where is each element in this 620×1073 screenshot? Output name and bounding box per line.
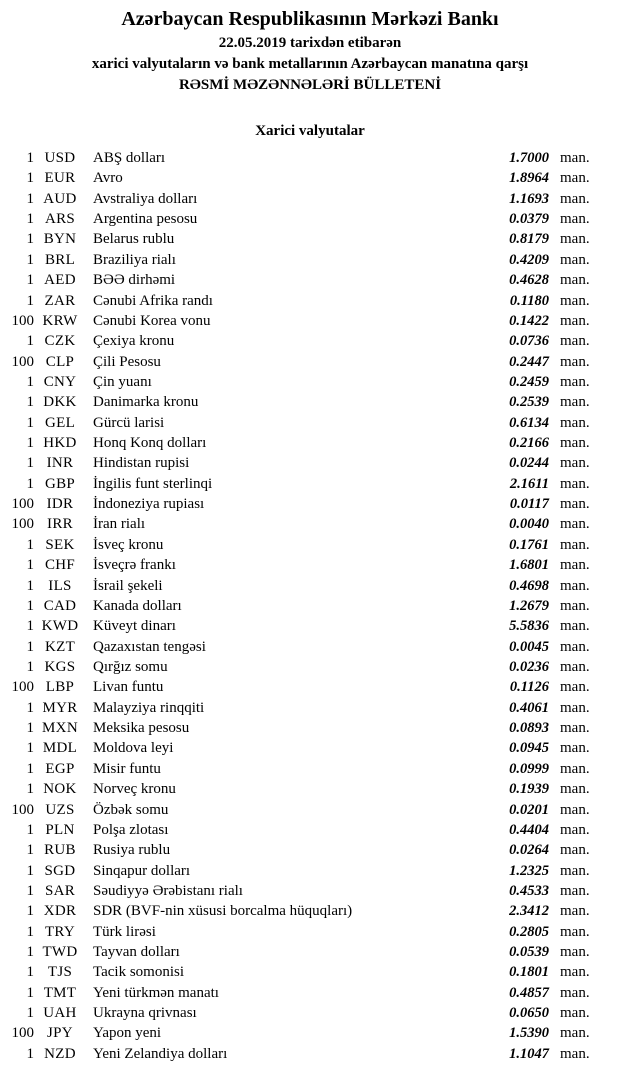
- currency-name: Çili Pesosu: [93, 353, 161, 370]
- quantity-cell: 1: [26, 292, 34, 309]
- bank-title: Azərbaycan Respublikasının Mərkəzi Bankı: [121, 8, 499, 30]
- currency-name: İran rialı: [93, 516, 146, 533]
- rate-value: 1.2325: [509, 862, 549, 879]
- currency-name: Tacik somonisi: [93, 964, 185, 981]
- rate-value: 0.4061: [509, 699, 549, 716]
- rate-value: 0.0045: [509, 638, 549, 655]
- currency-code: CAD: [43, 597, 77, 614]
- currency-name: Rusiya rublu: [93, 842, 171, 859]
- currency-code: KRW: [42, 312, 78, 329]
- table-row: [0, 596, 592, 616]
- currency-code: UAH: [43, 1005, 77, 1022]
- quantity-cell: 1: [26, 150, 34, 166]
- unit-label: man.: [560, 801, 590, 818]
- currency-name: Kanada dolları: [93, 597, 182, 614]
- table-row: [0, 576, 592, 596]
- quantity-cell: 1: [26, 862, 34, 879]
- effective-date-line: 22.05.2019 tarixdən etibarən: [218, 35, 402, 51]
- currency-name: İngilis funt sterlinqi: [93, 475, 213, 492]
- quantity-cell: 1: [26, 231, 34, 248]
- currency-name: Qırğız somu: [93, 658, 168, 675]
- table-row: [0, 392, 592, 412]
- unit-label: man.: [560, 1005, 590, 1022]
- quantity-cell: 1: [26, 272, 34, 289]
- currency-code: EUR: [44, 170, 76, 187]
- currency-name: Honq Konq dolları: [93, 435, 207, 452]
- rate-value: 2.3412: [509, 903, 549, 920]
- quantity-cell: 1: [26, 333, 34, 350]
- rate-value: 0.0893: [509, 720, 549, 737]
- quantity-cell: 1: [26, 984, 34, 1001]
- unit-label: man.: [560, 150, 590, 166]
- rate-value: 0.2166: [509, 435, 549, 452]
- currency-name: Özbək somu: [93, 801, 169, 818]
- quantity-cell: 1: [26, 435, 34, 452]
- currency-code: CNY: [43, 373, 77, 390]
- rate-value: 1.6801: [509, 557, 549, 574]
- unit-label: man.: [560, 658, 590, 675]
- rate-value: 0.1939: [509, 781, 549, 798]
- table-row: [0, 209, 592, 229]
- currency-code: GBP: [44, 475, 76, 492]
- subtitle-line: xarici valyutaların və bank metallarının Azərbaycan manatına qarşı: [91, 56, 529, 72]
- table-row: [0, 820, 592, 840]
- rates-table: [0, 148, 620, 1064]
- unit-label: man.: [560, 292, 590, 309]
- currency-name: Gürcü larisi: [93, 414, 165, 431]
- unit-label: man.: [560, 475, 590, 492]
- currency-name: Çin yuanı: [93, 373, 152, 390]
- quantity-cell: 100: [11, 516, 34, 533]
- table-row: [0, 413, 592, 433]
- currency-code: TWD: [42, 944, 78, 961]
- rate-value: 0.0117: [509, 496, 549, 513]
- unit-label: man.: [560, 821, 590, 838]
- currency-code: MDL: [42, 740, 78, 757]
- currency-code: PLN: [45, 821, 75, 838]
- rate-value: 1.7000: [509, 150, 549, 166]
- unit-label: man.: [560, 842, 590, 859]
- unit-label: man.: [560, 1025, 590, 1042]
- quantity-cell: 1: [26, 414, 34, 431]
- rate-value: 0.0539: [509, 944, 549, 961]
- table-row: [0, 555, 592, 575]
- quantity-cell: 1: [26, 842, 34, 859]
- currency-name: Ukrayna qrivnası: [93, 1005, 197, 1022]
- currency-code: KWD: [41, 618, 79, 635]
- table-row: [0, 291, 592, 311]
- quantity-cell: 1: [26, 699, 34, 716]
- table-row: [0, 229, 592, 249]
- currency-name: Livan funtu: [93, 679, 164, 696]
- quantity-cell: 1: [26, 170, 34, 187]
- currency-name: Misir funtu: [93, 760, 161, 777]
- table-row: [0, 270, 592, 290]
- table-row: [0, 922, 592, 942]
- table-row: [0, 250, 592, 270]
- currency-name: SDR (BVF-nin xüsusi borcalma hüquqları): [93, 903, 353, 920]
- unit-label: man.: [560, 394, 590, 411]
- currency-code: BRL: [44, 251, 76, 268]
- section-title-foreign-currencies: Xarici valyutalar: [255, 123, 365, 139]
- quantity-cell: 1: [26, 760, 34, 777]
- currency-code: JPY: [47, 1025, 73, 1042]
- rate-value: 0.4628: [509, 272, 549, 289]
- rate-value: 0.0264: [509, 842, 549, 859]
- quantity-cell: 1: [26, 964, 34, 981]
- rate-value: 0.0040: [509, 516, 549, 533]
- quantity-cell: 1: [26, 903, 34, 920]
- table-row: [0, 800, 592, 820]
- unit-label: man.: [560, 882, 590, 899]
- currency-name: Səudiyyə Ərəbistanı rialı: [93, 882, 243, 899]
- document-header: [0, 0, 620, 96]
- table-row: [0, 657, 592, 677]
- quantity-cell: 1: [26, 882, 34, 899]
- table-row: [0, 535, 592, 555]
- table-row: [0, 474, 592, 494]
- currency-name: Qazaxıstan tengəsi: [93, 638, 206, 655]
- currency-code: RUB: [44, 842, 76, 859]
- currency-code: MYR: [42, 699, 78, 716]
- currency-code: IRR: [47, 516, 73, 533]
- currency-code: SAR: [44, 882, 76, 899]
- bulletin-title-line: RƏSMİ MƏZƏNNƏLƏRİ BÜLLETENİ: [178, 77, 442, 93]
- table-row: [0, 331, 592, 351]
- quantity-cell: 1: [26, 1045, 34, 1062]
- quantity-cell: 100: [11, 353, 34, 370]
- unit-label: man.: [560, 353, 590, 370]
- currency-name: Belarus rublu: [93, 231, 175, 248]
- currency-name: Türk lirəsi: [93, 923, 156, 940]
- table-row: [0, 1044, 592, 1064]
- table-row: [0, 1003, 592, 1023]
- table-row: [0, 983, 592, 1003]
- unit-label: man.: [560, 903, 590, 920]
- unit-label: man.: [560, 312, 590, 329]
- quantity-cell: 100: [11, 1025, 34, 1042]
- quantity-cell: 100: [11, 679, 34, 696]
- currency-code: ARS: [44, 211, 76, 228]
- rate-value: 0.2447: [509, 353, 549, 370]
- quantity-cell: 1: [26, 944, 34, 961]
- quantity-cell: 1: [26, 557, 34, 574]
- rate-value: 0.8179: [509, 231, 549, 248]
- currency-code: USD: [44, 150, 76, 166]
- currency-code: HKD: [43, 435, 77, 452]
- currency-code: AED: [44, 272, 76, 289]
- quantity-cell: 1: [26, 251, 34, 268]
- unit-label: man.: [560, 435, 590, 452]
- currency-code: CHF: [44, 557, 76, 574]
- currency-name: Sinqapur dolları: [93, 862, 191, 879]
- table-row: [0, 942, 592, 962]
- quantity-cell: 1: [26, 821, 34, 838]
- currency-name: Braziliya rialı: [93, 251, 176, 268]
- currency-code: TRY: [44, 923, 76, 940]
- table-row: [0, 738, 592, 758]
- currency-name: Malayziya rinqqiti: [93, 699, 205, 716]
- currency-name: Danimarka kronu: [93, 394, 199, 411]
- quantity-cell: 1: [26, 618, 34, 635]
- unit-label: man.: [560, 597, 590, 614]
- currency-code: KZT: [44, 638, 76, 655]
- quantity-cell: 100: [11, 496, 34, 513]
- quantity-cell: 1: [26, 373, 34, 390]
- table-row: [0, 148, 592, 168]
- unit-label: man.: [560, 760, 590, 777]
- currency-name: Polşa zlotası: [93, 821, 169, 838]
- unit-label: man.: [560, 170, 590, 187]
- currency-code: TJS: [47, 964, 73, 981]
- rate-value: 0.1422: [509, 312, 549, 329]
- rate-value: 0.0945: [509, 740, 549, 757]
- table-row: [0, 311, 592, 331]
- unit-label: man.: [560, 414, 590, 431]
- rate-value: 0.0379: [509, 211, 549, 228]
- currency-code: IDR: [46, 496, 74, 513]
- unit-label: man.: [560, 679, 590, 696]
- rate-value: 0.2459: [509, 373, 549, 390]
- unit-label: man.: [560, 577, 590, 594]
- unit-label: man.: [560, 862, 590, 879]
- currency-name: Meksika pesosu: [93, 720, 190, 737]
- rate-value: 1.5390: [509, 1025, 549, 1042]
- rate-value: 0.4404: [509, 821, 549, 838]
- currency-code: KGS: [44, 658, 76, 675]
- table-row: [0, 168, 592, 188]
- table-row: [0, 962, 592, 982]
- currency-code: CLP: [45, 353, 75, 370]
- currency-code: ZAR: [44, 292, 76, 309]
- unit-label: man.: [560, 699, 590, 716]
- quantity-cell: 1: [26, 740, 34, 757]
- table-row: [0, 698, 592, 718]
- rate-value: 0.4533: [509, 882, 549, 899]
- quantity-cell: 1: [26, 211, 34, 228]
- currency-code: LBP: [45, 679, 75, 696]
- rate-value: 0.1126: [509, 679, 549, 696]
- unit-label: man.: [560, 211, 590, 228]
- table-row: [0, 616, 592, 636]
- unit-label: man.: [560, 536, 590, 553]
- unit-label: man.: [560, 1045, 590, 1062]
- quantity-cell: 1: [26, 923, 34, 940]
- table-row: [0, 759, 592, 779]
- quantity-cell: 1: [26, 394, 34, 411]
- table-row: [0, 189, 592, 209]
- rate-value: 1.2679: [509, 597, 549, 614]
- unit-label: man.: [560, 638, 590, 655]
- unit-label: man.: [560, 496, 590, 513]
- currency-name: Yeni türkmən manatı: [93, 984, 219, 1001]
- unit-label: man.: [560, 720, 590, 737]
- table-row: [0, 637, 592, 657]
- currency-name: Avstraliya dolları: [93, 190, 198, 207]
- currency-name: İndoneziya rupiası: [93, 496, 205, 513]
- unit-label: man.: [560, 455, 590, 472]
- rate-value: 0.0736: [509, 333, 549, 350]
- quantity-cell: 1: [26, 577, 34, 594]
- quantity-cell: 1: [26, 190, 34, 207]
- unit-label: man.: [560, 944, 590, 961]
- table-row: [0, 840, 592, 860]
- currency-code: EGP: [45, 760, 75, 777]
- currency-name: Küveyt dinarı: [93, 618, 176, 635]
- currency-code: INR: [46, 455, 74, 472]
- unit-label: man.: [560, 984, 590, 1001]
- currency-name: Norveç kronu: [93, 781, 176, 798]
- unit-label: man.: [560, 923, 590, 940]
- rate-value: 0.4698: [509, 577, 549, 594]
- rate-value: 0.2539: [509, 394, 549, 411]
- unit-label: man.: [560, 618, 590, 635]
- currency-code: AUD: [43, 190, 77, 207]
- currency-code: NOK: [43, 781, 77, 798]
- rate-value: 0.4857: [509, 984, 549, 1001]
- table-row: [0, 861, 592, 881]
- quantity-cell: 1: [26, 475, 34, 492]
- rate-value: 0.2805: [509, 923, 549, 940]
- quantity-cell: 1: [26, 720, 34, 737]
- quantity-cell: 1: [26, 781, 34, 798]
- rate-value: 0.0650: [509, 1005, 549, 1022]
- currency-name: ABŞ dolları: [93, 150, 166, 166]
- unit-label: man.: [560, 272, 590, 289]
- currency-name: Çexiya kronu: [93, 333, 175, 350]
- rate-value: 1.1047: [509, 1045, 549, 1062]
- currency-code: SGD: [44, 862, 76, 879]
- currency-name: Moldova leyi: [93, 740, 174, 757]
- unit-label: man.: [560, 190, 590, 207]
- currency-name: Cənubi Afrika randı: [93, 292, 213, 309]
- table-row: [0, 718, 592, 738]
- rate-value: 0.0236: [509, 658, 549, 675]
- rate-value: 1.8964: [509, 170, 549, 187]
- table-row: [0, 494, 592, 514]
- table-row: [0, 1023, 592, 1043]
- unit-label: man.: [560, 781, 590, 798]
- rate-value: 0.1761: [509, 536, 549, 553]
- currency-code: TMT: [43, 984, 77, 1001]
- currency-name: Cənubi Korea vonu: [93, 312, 211, 329]
- rate-value: 1.1693: [509, 190, 549, 207]
- currency-name: BƏƏ dirhəmi: [93, 272, 176, 289]
- currency-name: İsveç kronu: [93, 536, 164, 553]
- unit-label: man.: [560, 516, 590, 533]
- table-row: [0, 433, 592, 453]
- quantity-cell: 100: [11, 312, 34, 329]
- quantity-cell: 1: [26, 638, 34, 655]
- table-row: [0, 901, 592, 921]
- rate-value: 0.0244: [509, 455, 549, 472]
- rate-value: 0.6134: [509, 414, 549, 431]
- table-row: [0, 514, 592, 534]
- currency-code: XDR: [43, 903, 77, 920]
- quantity-cell: 1: [26, 1005, 34, 1022]
- rate-value: 0.0999: [509, 760, 549, 777]
- unit-label: man.: [560, 964, 590, 981]
- quantity-cell: 1: [26, 597, 34, 614]
- currency-name: Tayvan dolları: [93, 944, 180, 961]
- currency-code: ILS: [48, 577, 72, 594]
- currency-code: CZK: [44, 333, 76, 350]
- currency-code: GEL: [44, 414, 76, 431]
- rate-value: 0.4209: [509, 251, 549, 268]
- quantity-cell: 1: [26, 536, 34, 553]
- quantity-cell: 1: [26, 455, 34, 472]
- currency-name: İsveçrə frankı: [93, 557, 176, 574]
- unit-label: man.: [560, 373, 590, 390]
- unit-label: man.: [560, 557, 590, 574]
- currency-name: Avro: [93, 170, 123, 187]
- currency-code: UZS: [45, 801, 75, 818]
- rate-value: 5.5836: [509, 618, 549, 635]
- unit-label: man.: [560, 333, 590, 350]
- quantity-cell: 1: [26, 658, 34, 675]
- table-row: [0, 453, 592, 473]
- unit-label: man.: [560, 251, 590, 268]
- currency-name: Argentina pesosu: [93, 211, 198, 228]
- currency-code: MXN: [42, 720, 78, 737]
- currency-code: DKK: [43, 394, 77, 411]
- currency-code: NZD: [44, 1045, 76, 1062]
- currency-name: İsrail şekeli: [93, 577, 163, 594]
- rate-value: 0.1180: [509, 292, 549, 309]
- table-row: [0, 352, 592, 372]
- unit-label: man.: [560, 740, 590, 757]
- quantity-cell: 100: [11, 801, 34, 818]
- currency-name: Yapon yeni: [93, 1025, 162, 1042]
- currency-code: SEK: [45, 536, 75, 553]
- rate-value: 0.0201: [509, 801, 549, 818]
- currency-code: BYN: [43, 231, 77, 248]
- currency-name: Yeni Zelandiya dolları: [93, 1045, 228, 1062]
- rate-value: 2.1611: [509, 475, 549, 492]
- rate-value: 0.1801: [509, 964, 549, 981]
- table-row: [0, 779, 592, 799]
- unit-label: man.: [560, 231, 590, 248]
- table-row: [0, 372, 592, 392]
- table-row: [0, 677, 592, 697]
- table-row: [0, 881, 592, 901]
- currency-name: Hindistan rupisi: [93, 455, 190, 472]
